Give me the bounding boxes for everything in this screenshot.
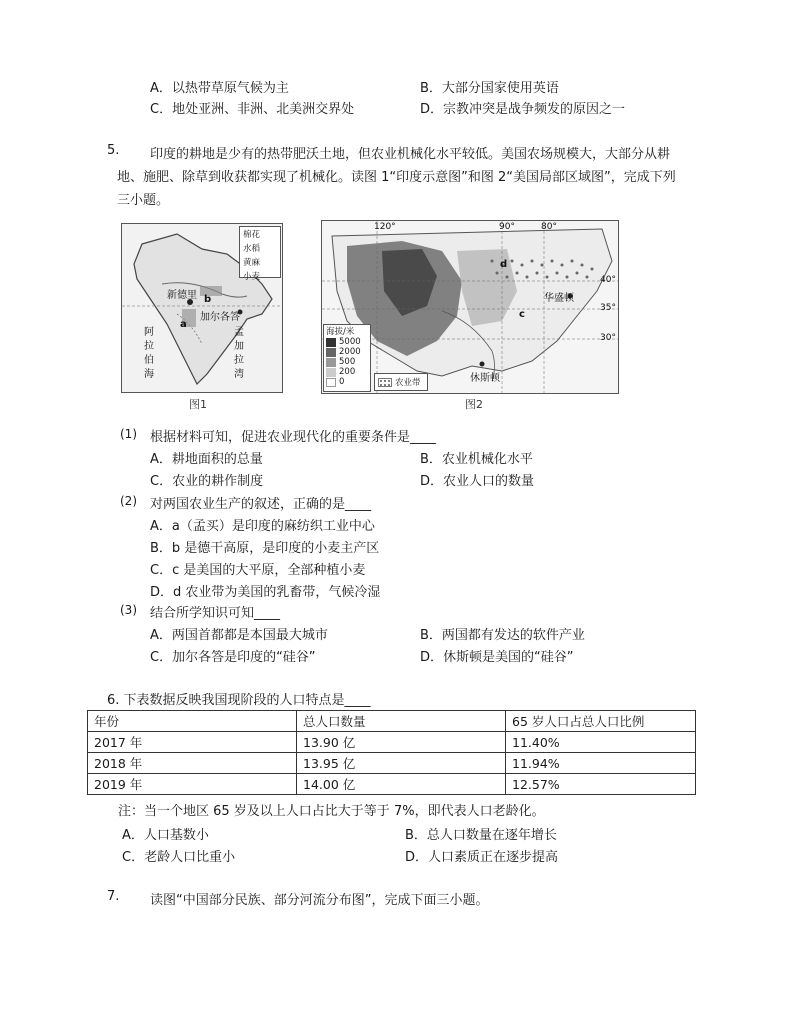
label-washington: 华盛顿	[544, 293, 574, 304]
q6-option-a: A．人口基数小	[122, 828, 209, 843]
q5-number: 5.	[107, 143, 120, 158]
fig2-caption: 图2	[465, 398, 483, 411]
india-legend	[239, 226, 281, 282]
table-row	[88, 753, 696, 774]
q5-sub1-option-d: D．农业人口的数量	[420, 474, 535, 489]
elevation-legend	[323, 324, 371, 392]
q5-sub2-option-c: C．c 是美国的大平原，全部种植小麦	[150, 563, 366, 578]
q4-option-c: C．地处亚洲、非洲、北美洲交界处	[150, 102, 355, 117]
table-row	[88, 732, 696, 753]
table-cell-year: 2018 年	[88, 753, 297, 774]
lon-90: 90°	[499, 222, 515, 232]
q5-sub3-option-b: B．两国都有发达的软件产业	[420, 628, 585, 643]
table-row	[88, 774, 696, 795]
table-cell-year: 2017 年	[88, 732, 297, 753]
q5-sub1-option-a: A．耕地面积的总量	[150, 452, 263, 467]
q5-sub2-option-d: D．d 农业带为美国的乳畜带，气候冷湿	[150, 585, 381, 600]
table-cell-ratio: 12.57%	[506, 774, 696, 795]
q5-sub3-option-a: A．两国首都都是本国最大城市	[150, 628, 328, 643]
label-newdelhi: 新德里	[167, 290, 197, 301]
belt-pattern-swatch	[378, 378, 392, 387]
q6-stem: 6. 下表数据反映我国现阶段的人口特点是____	[107, 693, 371, 708]
legend-level-200: 200	[339, 367, 356, 377]
table-header: 年份	[88, 711, 297, 732]
legend-jute: 黄麻	[243, 258, 261, 268]
lon-80: 80°	[541, 222, 557, 232]
q4-option-b: B．大部分国家使用英语	[420, 81, 559, 96]
legend-elev-title: 海拔/米	[326, 327, 355, 337]
label-houston: 休斯顿	[470, 373, 500, 384]
label-bay-of-bengal: 孟加拉湾	[234, 327, 244, 380]
legend-wheat: 小麦	[243, 272, 261, 282]
table-header: 总人口数量	[297, 711, 506, 732]
legend-level-5000: 5000	[339, 337, 361, 347]
q6-option-d: D．人口素质正在逐步提高	[405, 850, 559, 865]
q5-sub1-stem: 根据材料可知，促进农业现代化的重要条件是____	[150, 430, 437, 445]
lat-35: 35°	[600, 303, 616, 313]
india-map-figure	[121, 223, 283, 393]
table-cell-year: 2019 年	[88, 774, 297, 795]
table-header: 65 岁人口占总人口比例	[506, 711, 696, 732]
q6-option-b: B．总人口数量在逐年增长	[405, 828, 557, 843]
lon-120: 120°	[374, 222, 396, 232]
q7-stem: 读图“中国部分民族、部分河流分布图”，完成下面三小题。	[150, 893, 489, 908]
table-cell-ratio: 11.94%	[506, 753, 696, 774]
q5-sub3-number: (3)	[120, 603, 137, 617]
table-cell-population: 13.95 亿	[297, 753, 506, 774]
population-table	[87, 710, 696, 795]
q5-sub2-number: (2)	[120, 494, 137, 508]
q5-sub3-option-c: C．加尔各答是印度的“硅谷”	[150, 650, 316, 665]
table-header-row	[88, 711, 696, 732]
q5-sub2-option-a: A．a（孟买）是印度的麻纺织工业中心	[150, 519, 375, 534]
table-cell-population: 13.90 亿	[297, 732, 506, 753]
table-cell-population: 14.00 亿	[297, 774, 506, 795]
q5-sub1-option-b: B．农业机械化水平	[420, 452, 533, 467]
label-d: d	[500, 259, 508, 270]
lat-30: 30°	[600, 333, 616, 343]
q5-stem-line3: 三小题。	[117, 193, 170, 208]
label-a: a	[180, 319, 187, 330]
q5-stem-line1: 印度的耕地是少有的热带肥沃土地，但农业机械化水平较低。美国农场规模大，大部分从耕	[150, 147, 671, 162]
legend-level-0: 0	[339, 377, 345, 387]
legend-rice: 水稻	[243, 244, 261, 254]
label-b: b	[204, 294, 212, 305]
q6-option-c: C．老龄人口比重小	[122, 850, 236, 865]
legend-level-500: 500	[339, 357, 356, 367]
q5-sub3-option-d: D．休斯顿是美国的“硅谷”	[420, 650, 574, 665]
label-kolkata: 加尔各答	[200, 312, 240, 323]
legend-level-2000: 2000	[339, 347, 361, 357]
fig1-caption: 图1	[189, 398, 207, 411]
q4-option-d: D．宗教冲突是战争频发的原因之一	[420, 102, 626, 117]
lat-40: 40°	[600, 275, 616, 285]
table-cell-ratio: 11.40%	[506, 732, 696, 753]
q6-note: 注：当一个地区 65 岁及以上人口占比大于等于 7%，即代表人口老龄化。	[118, 804, 545, 819]
legend-belt-label: 农业带	[395, 378, 421, 388]
q5-sub2-stem: 对两国农业生产的叙述，正确的是____	[150, 497, 372, 512]
legend-cotton: 棉花	[243, 230, 261, 240]
q5-sub2-option-b: B．b 是德干高原，是印度的小麦主产区	[150, 541, 380, 556]
q5-sub1-option-c: C．农业的耕作制度	[150, 474, 264, 489]
q5-sub1-number: (1)	[120, 427, 137, 441]
label-c: c	[519, 309, 525, 320]
q5-sub3-stem: 结合所学知识可知____	[150, 606, 281, 621]
belt-legend	[374, 373, 428, 391]
q7-number: 7.	[107, 889, 120, 904]
q4-option-a: A．以热带草原气候为主	[150, 81, 289, 96]
label-arabian-sea: 阿拉伯海	[144, 327, 154, 380]
usa-map-figure	[321, 220, 619, 394]
q5-stem-line2: 地、施肥、除草到收获都实现了机械化。读图 1“印度示意图”和图 2“美国局部区域图”，完成下列	[117, 170, 676, 185]
